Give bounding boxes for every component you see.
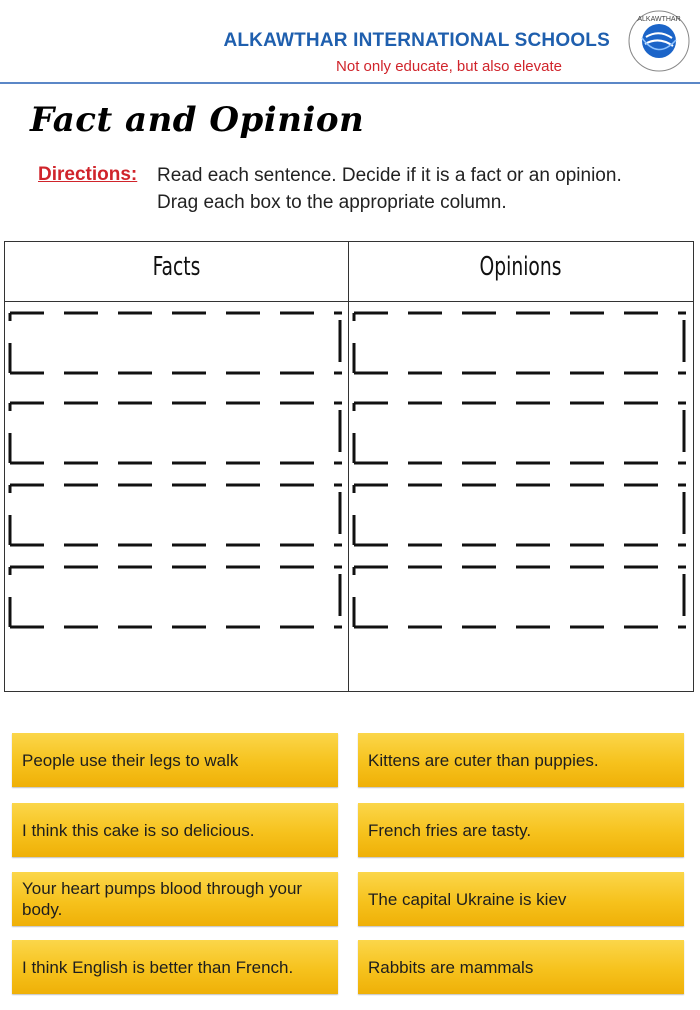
draggable-card[interactable] (12, 940, 338, 994)
header-row-divider (5, 301, 693, 302)
header-divider (0, 82, 700, 84)
directions-text-line1: Read each sentence. Decide if it is a fact or an opinion. (157, 165, 622, 186)
card-text: Kittens are cuter than puppies. (368, 750, 599, 770)
facts-drop-slot[interactable] (8, 564, 344, 630)
opinions-column-header: Opinions (479, 252, 562, 282)
draggable-card[interactable] (12, 733, 338, 787)
draggable-card[interactable] (358, 940, 684, 994)
draggable-card[interactable] (12, 872, 338, 926)
draggable-card[interactable] (358, 733, 684, 787)
card-text: I think English is better than French. (22, 957, 294, 977)
card-text: Your heart pumps blood through your body. (22, 879, 303, 919)
card-text: I think this cake is so delicious. (22, 820, 255, 840)
draggable-card[interactable] (358, 872, 684, 926)
opinions-drop-slot[interactable] (352, 310, 688, 376)
school-tagline: Not only educate, but also elevate (336, 58, 562, 75)
school-name: ALKAWTHAR INTERNATIONAL SCHOOLS (223, 30, 610, 51)
opinions-drop-slot[interactable] (352, 400, 688, 466)
draggable-card[interactable] (12, 803, 338, 857)
logo-wordmark: ALKAWTHAR (637, 16, 681, 23)
card-text: People use their legs to walk (22, 750, 239, 770)
card-text: The capital Ukraine is kiev (368, 889, 567, 909)
card-text: French fries are tasty. (368, 820, 532, 840)
card-text: Rabbits are mammals (368, 957, 534, 977)
page-title: Fact and Opinion (30, 100, 365, 140)
draggable-card[interactable] (358, 803, 684, 857)
facts-column-header: Facts (152, 252, 201, 282)
school-logo (628, 10, 690, 72)
facts-drop-slot[interactable] (8, 310, 344, 376)
facts-drop-slot[interactable] (8, 482, 344, 548)
opinions-drop-slot[interactable] (352, 482, 688, 548)
facts-drop-slot[interactable] (8, 400, 344, 466)
directions-text-line2: Drag each box to the appropriate column. (157, 192, 507, 213)
directions-label: Directions: (38, 164, 138, 185)
opinions-drop-slot[interactable] (352, 564, 688, 630)
column-divider (348, 242, 349, 691)
